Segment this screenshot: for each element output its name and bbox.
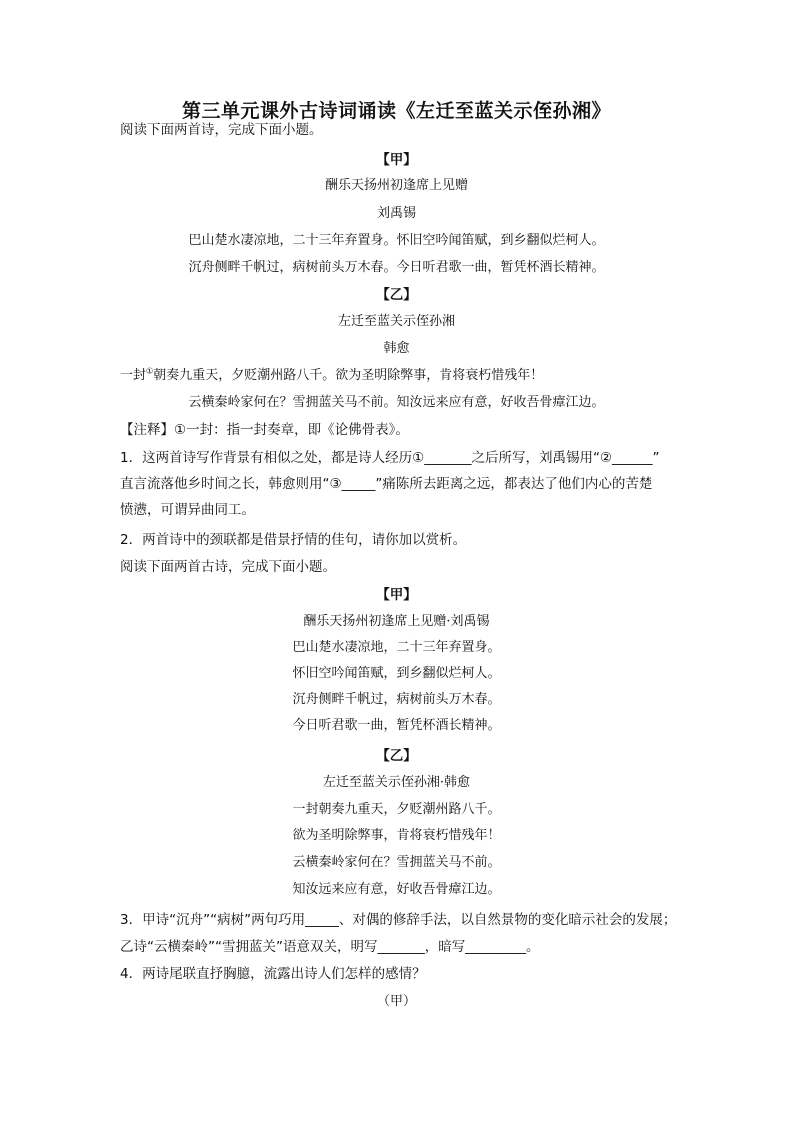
poem-jia2-title: 酬乐天扬州初逢席上见赠·刘禹锡 <box>303 614 490 629</box>
poem-yi-label: 【乙】 <box>376 287 417 303</box>
question-1-line: 直言流落他乡时间之长，韩愈则用“③_____”痛陈所去距离之远，都表达了他们内心的苦楚 <box>120 476 653 492</box>
poem-yi-author: 韩愈 <box>383 341 410 356</box>
poem-yi-title: 左迁至蓝关示侄孙湘 <box>337 314 455 329</box>
poem-yi-line-rest: 朝奏九重天，夕贬潮州路八千。欲为圣明除弊事，肯将衰朽惜残年！ <box>153 368 544 383</box>
poem-jia2-line: 沉舟侧畔千帆过，病树前头万木春。 <box>292 692 501 707</box>
poem-yi2-line: 一封朝奏九重天，夕贬潮州路八千。 <box>292 802 501 817</box>
poem-jia-label: 【甲】 <box>376 152 417 168</box>
poem-jia2-line: 巴山楚水凄凉地，二十三年弃置身。 <box>292 640 501 655</box>
poem-jia2-line: 怀旧空吟闻笛赋，到乡翻似烂柯人。 <box>292 666 501 681</box>
poem-yi2-label: 【乙】 <box>376 748 417 764</box>
poem-yi2-line: 云横秦岭家何在？雪拥蓝关马不前。 <box>292 855 501 870</box>
poem-jia-author: 刘禹锡 <box>376 206 416 221</box>
question-1-line: 愤懑，可谓异曲同工。 <box>120 502 255 518</box>
footnote-marker: ① <box>146 366 154 376</box>
reading-instruction-2: 阅读下面两首古诗，完成下面小题。 <box>120 559 336 575</box>
poem-jia2-line: 今日听君歌一曲，暂凭杯酒长精神。 <box>292 718 501 733</box>
question-1-line: 1．这两首诗写作背景有相似之处，都是诗人经历①_______之后所写，刘禹锡用“②______” <box>120 450 660 466</box>
poem-jia-title: 酬乐天扬州初逢席上见赠 <box>324 178 468 193</box>
poem-yi2-line: 知汝远来应有意，好收吾骨瘴江边。 <box>292 882 501 897</box>
poem-yi-line: 云横秦岭家何在？雪拥蓝关马不前。知汝远来应有意，好收吾骨瘴江边。 <box>188 395 605 410</box>
poem-yi2-line: 欲为圣明除弊事，肯将衰朽惜残年！ <box>292 828 501 843</box>
poem-jia2-label: 【甲】 <box>376 587 417 603</box>
question-4: 4．两诗尾联直抒胸臆，流露出诗人们怎样的感情？ <box>120 966 426 982</box>
answer-section-label: （甲） <box>376 994 416 1009</box>
question-3-line: 3．甲诗“沉舟”“病树”两句巧用_____、对偶的修辞手法，以自然景物的变化暗示社会的发展； <box>120 912 677 928</box>
poem-yi-line <box>120 366 543 386</box>
question-3-line: 乙诗“云横秦岭”“雪拥蓝关”语意双关，明写_______，暗写_________。 <box>120 939 540 955</box>
poem-yi2-title: 左迁至蓝关示侄孙湘·韩愈 <box>322 775 471 790</box>
poem-jia-line: 沉舟侧畔千帆过，病树前头万木春。今日听君歌一曲，暂凭杯酒长精神。 <box>188 260 605 275</box>
page-title: 第三单元课外古诗词诵读《左迁至蓝关示侄孙湘》 <box>181 100 611 122</box>
poem-yi-line-start: 一封 <box>120 368 147 383</box>
question-2: 2．两首诗中的颈联都是借景抒情的佳句，请你加以赏析。 <box>120 532 467 548</box>
annotation-note: 【注释】①一封：指一封奏章，即《论佛骨表》。 <box>120 422 409 438</box>
reading-instruction-1: 阅读下面两首诗，完成下面小题。 <box>120 122 323 138</box>
poem-jia-line: 巴山楚水凄凉地，二十三年弃置身。怀旧空吟闻笛赋，到乡翻似烂柯人。 <box>188 233 605 248</box>
